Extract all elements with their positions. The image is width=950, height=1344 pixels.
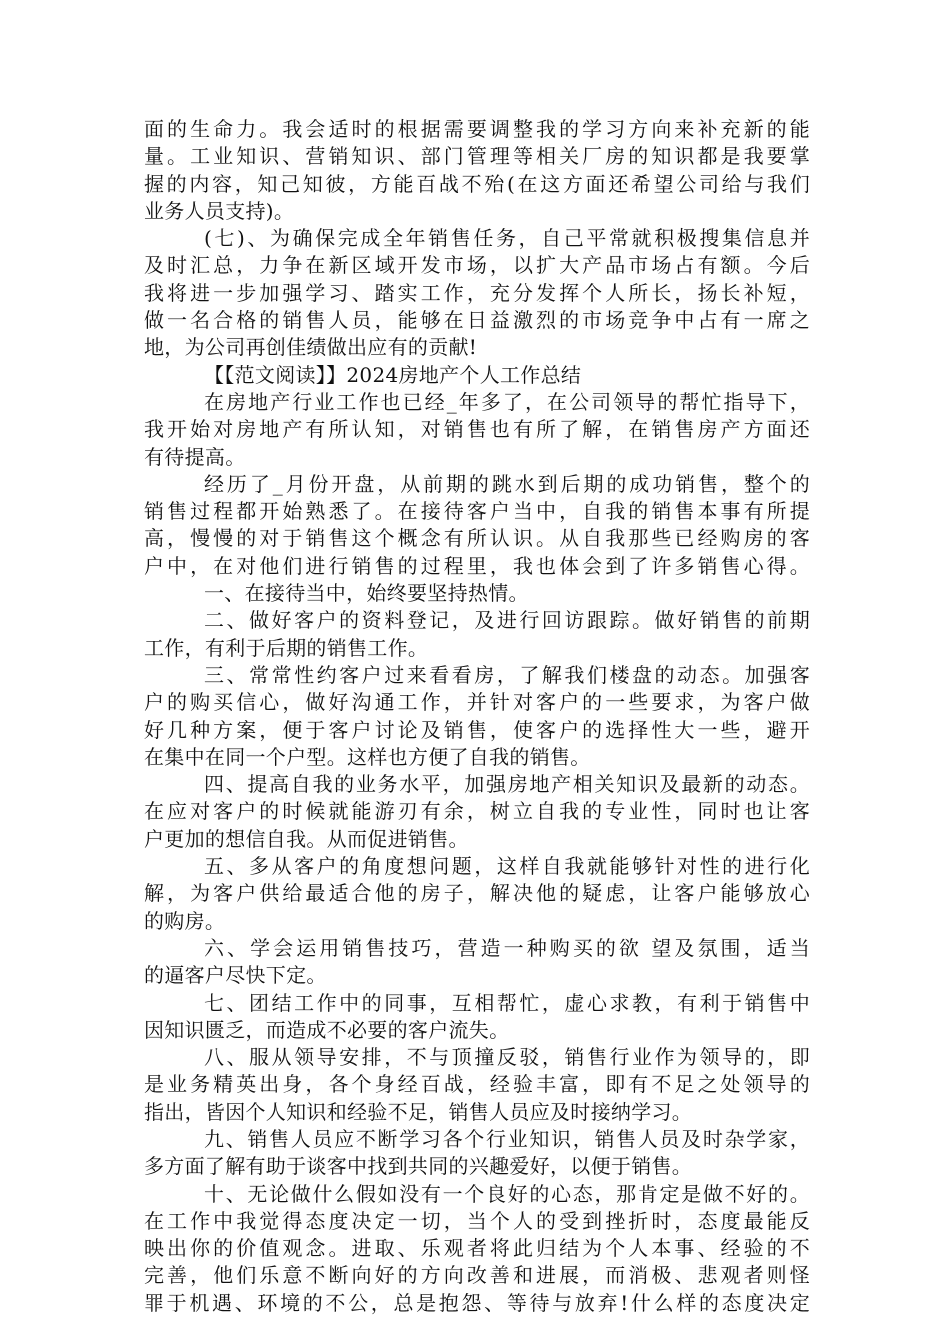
text-line: 四、提高自我的业务水平，加强房地产相关知识及最新的动态。 (204, 772, 810, 797)
text-line: 三、常常性约客户过来看看房，了解我们楼盘的动态。加强客 (204, 662, 810, 687)
text-line: 【【范文阅读】】2024房地产个人工作总结 (204, 362, 582, 387)
text-line: 七、团结工作中的同事，互相帮忙，虚心求教，有利于销售中 (204, 990, 810, 1015)
text-line: 做一名合格的销售人员，能够在日益激烈的市场竞争中占有一席之 (144, 308, 810, 333)
text-line: 因知识匮乏，而造成不必要的客户流失。 (144, 1017, 510, 1042)
text-line: 一、在接待当中，始终要坚持热情。 (204, 581, 529, 606)
text-line: 是业务精英出身，各个身经百战，经验丰富，即有不足之处领导的 (144, 1072, 810, 1097)
text-line: 解，为客户供给最适合他的房子，解决他的疑虑，让客户能够放心 (144, 881, 810, 906)
text-line: 销售过程都开始熟悉了。在接待客户当中，自我的销售本事有所提 (144, 499, 810, 524)
text-line: 我开始对房地产有所认知，对销售也有所了解，在销售房产方面还 (144, 417, 810, 442)
text-line: 在应对客户的时候就能游刃有余，树立自我的专业性，同时也让客 (144, 799, 810, 824)
text-line: 的购房。 (144, 908, 226, 933)
text-line: 量。工业知识、营销知识、部门管理等相关厂房的知识都是我要掌 (144, 144, 810, 169)
text-line: 八、服从领导安排，不与顶撞反驳，销售行业作为领导的，即 (204, 1045, 810, 1070)
text-line: 九、销售人员应不断学习各个行业知识，销售人员及时杂学家， (204, 1126, 810, 1151)
text-line: 十、无论做什么假如没有一个良好的心态，那肯定是做不好的。 (204, 1181, 810, 1206)
document-body (144, 116, 810, 1317)
text-line: 多方面了解有助于谈客中找到共同的兴趣爱好，以便于销售。 (144, 1154, 693, 1179)
text-line: 我将进一步加强学习、踏实工作，充分发挥个人所长，扬长补短， (144, 280, 810, 305)
text-line: 地，为公司再创佳绩做出应有的贡献! (144, 335, 478, 360)
text-line: 及时汇总，力争在新区域开发市场，以扩大产品市场占有额。今后 (144, 253, 810, 278)
text-line: 在房地产行业工作也已经_年多了，在公司领导的帮忙指导下， (204, 389, 810, 414)
text-line: 罪于机遇、环境的不公，总是抱怨、等待与放弃!什么样的态度决定 (144, 1290, 810, 1315)
text-line: 好几种方案，便于客户讨论及销售，使客户的选择性大一些，避开 (144, 717, 810, 742)
text-line: 面的生命力。我会适时的根据需要调整我的学习方向来补充新的能 (144, 117, 810, 141)
text-line: 有待提高。 (144, 444, 246, 469)
text-line: 经历了_月份开盘，从前期的跳水到后期的成功销售，整个的 (204, 471, 810, 496)
text-line: 映出你的价值观念。进取、乐观者将此归结为个人本事、经验的不 (144, 1236, 810, 1261)
text-line: 高，慢慢的对于销售这个概念有所认识。从自我那些已经购房的客 (144, 526, 810, 551)
text-line: (七)、为确保完成全年销售任务，自己平常就积极搜集信息并 (204, 226, 810, 251)
text-line: 工作，有利于后期的销售工作。 (144, 635, 429, 660)
text-line: 完善，他们乐意不断向好的方向改善和进展，而消极、悲观者则怪 (144, 1263, 810, 1288)
text-line: 户中，在对他们进行销售的过程里，我也体会到了许多销售心得。 (144, 553, 810, 578)
text-line: 在工作中我觉得态度决定一切，当个人的受到挫折时，态度最能反 (144, 1208, 810, 1233)
text-line: 握的内容，知己知彼，方能百战不殆(在这方面还希望公司给与我们 (144, 171, 810, 196)
text-line: 户更加的想信自我。从而促进销售。 (144, 826, 469, 851)
text-line: 的逼客户尽快下定。 (144, 963, 327, 988)
text-line: 在集中在同一个户型。这样也方便了自我的销售。 (144, 744, 591, 769)
text-line: 二、做好客户的资料登记，及进行回访跟踪。做好销售的前期 (204, 608, 810, 633)
text-line: 户的购买信心，做好沟通工作，并针对客户的一些要求，为客户做 (144, 690, 810, 715)
text-line: 六、学会运用销售技巧，营造一种购买的欲 望及氛围，适当 (204, 935, 810, 960)
text-line: 业务人员支持)。 (144, 198, 295, 223)
text-line: 指出，皆因个人知识和经验不足，销售人员应及时接纳学习。 (144, 1099, 693, 1124)
text-line: 五、多从客户的角度想问题，这样自我就能够针对性的进行化 (204, 854, 810, 879)
